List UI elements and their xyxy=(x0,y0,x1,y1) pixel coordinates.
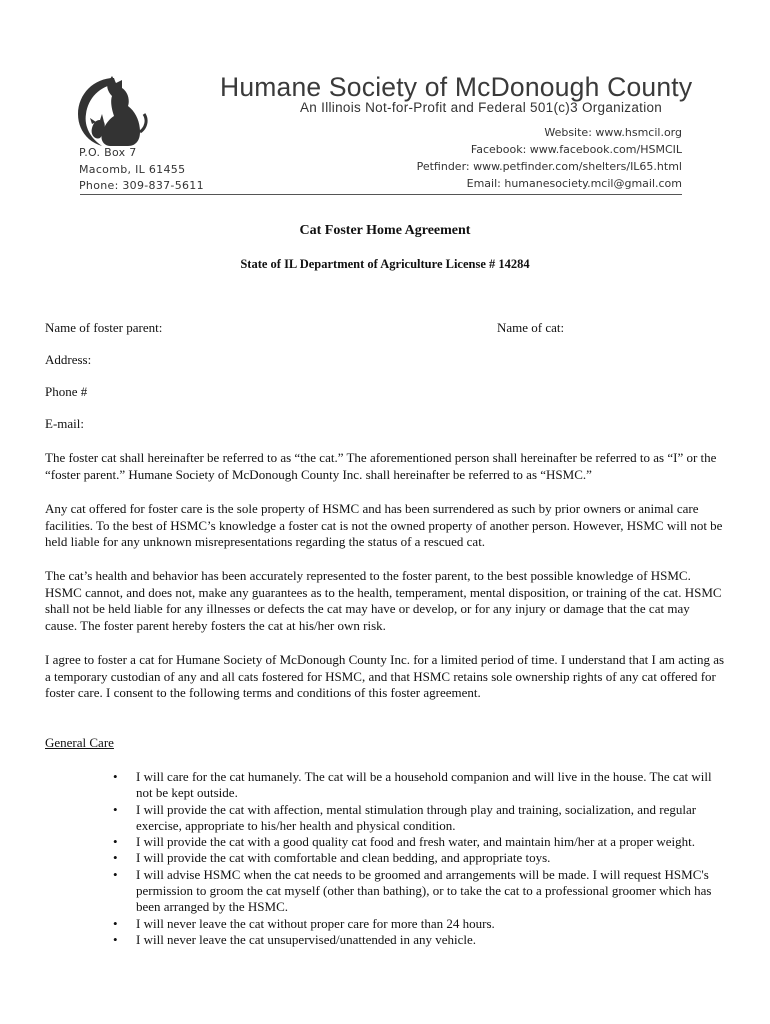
license-number: State of IL Department of Agriculture License # 14284 xyxy=(240,257,530,271)
org-subtitle: An Illinois Not-for-Profit and Federal 501(c)3 Organization xyxy=(300,100,663,115)
phone-field-label[interactable]: Phone # xyxy=(45,384,88,399)
postal-address xyxy=(79,145,204,195)
header-divider xyxy=(80,194,682,195)
address-line-2: Macomb, IL 61455 xyxy=(79,162,186,176)
org-name: Humane Society of McDonough County xyxy=(220,72,693,102)
website-link[interactable]: Website: www.hsmcil.org xyxy=(544,126,682,139)
health-paragraph: The cat’s health and behavior has been accurately represented to the foster parent, to the best possible knowledge of HSMC. HSMC cannot, and does not, make any guarantees as to the health, temperament, mental disposition, or training of the cat. HSMC shall not be held liable for any illnesses or defects the cat may have or develop, or for any injury or damage that the cat may cause. The foster parent hereby fosters the cat at his/her own risk. xyxy=(45,568,722,633)
foster-parent-field-label[interactable]: Name of foster parent: xyxy=(45,320,163,335)
facebook-link[interactable]: Facebook: www.facebook.com/HSMCIL xyxy=(470,143,682,156)
general-care-heading: General Care xyxy=(45,735,114,750)
address-phone: Phone: 309-837-5611 xyxy=(79,179,204,192)
petfinder-link[interactable]: Petfinder: www.petfinder.com/shelters/IL65.html xyxy=(416,160,682,173)
email-link[interactable]: Email: humanesociety.mcil@gmail.com xyxy=(466,177,682,190)
list-item: • I will provide the cat with a good quality cat food and fresh water, and maintain him/her at a proper weight. xyxy=(113,834,713,850)
address-line-1: P.O. Box 7 xyxy=(79,146,137,159)
property-paragraph: Any cat offered for foster care is the sole property of HSMC and has been surrendered as such by prior owners or animal care facilities. To the best of HSMC’s knowledge a foster cat is not the owned property of another person. However, HSMC will not be held liable for any unknown misrepresentations regarding the status of a rescued cat. xyxy=(45,501,723,549)
list-item: • I will care for the cat humanely. The cat will be a household companion and will live in the house. The cat will not be kept outside. xyxy=(113,769,713,802)
definitions-paragraph: The foster cat shall hereinafter be referred to as “the cat.” The aforementioned person shall hereinafter be referred to as “I” or the “foster parent.” Humane Society of McDonough County Inc. shall hereinafter be referred to as “HSMC.” xyxy=(45,450,717,482)
agreement-paragraph: I agree to foster a cat for Humane Society of McDonough County Inc. for a limited period of time. I understand that I am acting as a temporary custodian of any and all cats fostered for HSMC, and that HSMC retains sole ownership rights of any cat offered for foster care. I consent to the following terms and conditions of this foster agreement. xyxy=(45,652,725,700)
cat-name-field-label[interactable]: Name of cat: xyxy=(497,320,565,335)
list-item: • I will provide the cat with affection, mental stimulation through play and training, socialization, and regular exercise, appropriate to his/her health and physical condition. xyxy=(113,802,713,835)
online-contacts xyxy=(417,124,682,192)
list-item: • I will provide the cat with comfortable and clean bedding, and appropriate toys. xyxy=(113,850,713,866)
document-title: Cat Foster Home Agreement xyxy=(299,223,471,238)
list-item: • I will advise HSMC when the cat needs to be groomed and arrangements will be made. I will request HSMC's permission to groom the cat myself (other than bathing), or to take the cat to a professional groomer which has been arranged by the HSMC. xyxy=(113,867,713,916)
list-item: • I will never leave the cat unsupervised/unattended in any vehicle. xyxy=(113,932,713,948)
general-care-list xyxy=(113,769,713,948)
cat-dog-logo-icon xyxy=(70,74,150,148)
address-field-label[interactable]: Address: xyxy=(45,352,92,367)
email-field-label[interactable]: E-mail: xyxy=(45,416,84,431)
list-item: • I will never leave the cat without proper care for more than 24 hours. xyxy=(113,916,713,932)
